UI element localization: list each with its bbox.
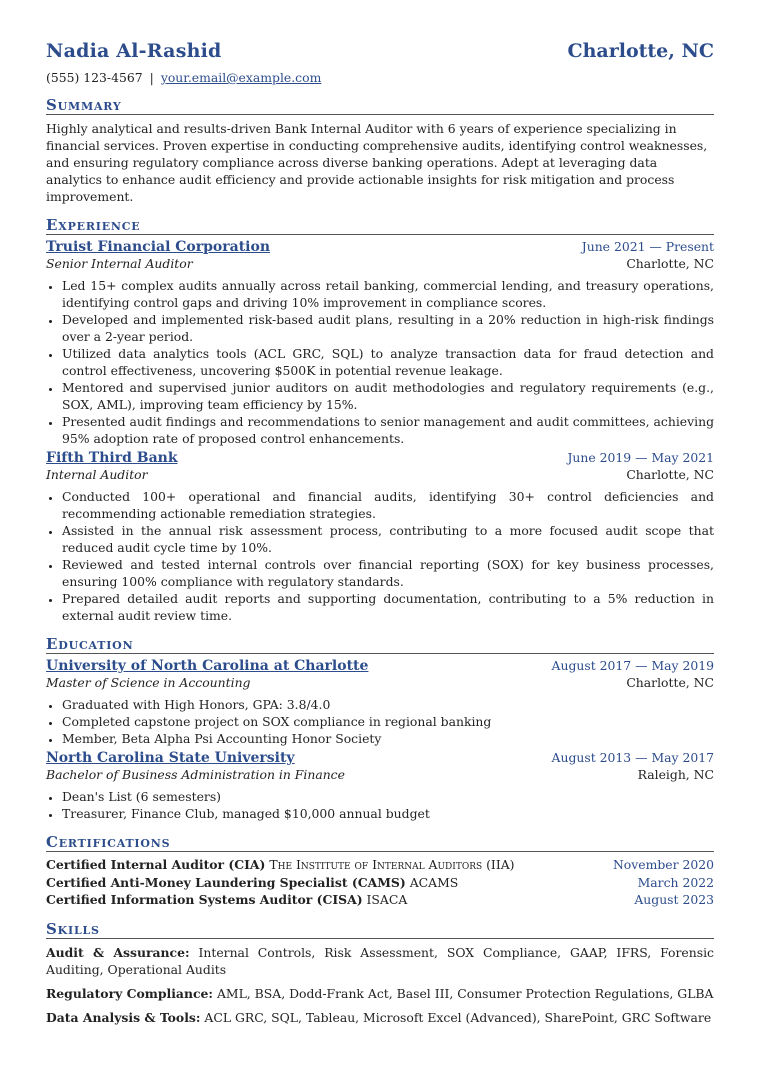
section-title-certifications: Certifications [46, 833, 714, 852]
section-title-education: Education [46, 635, 714, 654]
cert-name: Certified Internal Auditor (CIA) [46, 857, 266, 872]
school-link[interactable]: University of North Carolina at Charlotte [46, 658, 369, 674]
section-title-skills: Skills [46, 920, 714, 939]
cert-name: Certified Anti-Money Laundering Specialist (CAMS) [46, 874, 406, 890]
job-entry [46, 239, 714, 447]
education-entry [46, 658, 714, 747]
email-link[interactable]: your.email@example.com [160, 70, 322, 85]
certifications-list [46, 856, 714, 909]
job-title: Senior Internal Auditor [46, 256, 193, 271]
cert-date: August 2023 [634, 892, 714, 907]
job-entry [46, 450, 714, 624]
list-item: • Assisted in the annual risk assessment process, contributing to a more focused audit scope that reduced audit cycle time by 10%. [62, 522, 714, 556]
school-dates: August 2013 — May 2017 [551, 750, 714, 765]
skill-items: AML, BSA, Dodd-Frank Act, Basel III, Consumer Protection Regulations, GLBA [216, 985, 714, 1001]
cert-date: November 2020 [612, 857, 714, 872]
list-item: • Treasurer, Finance Club, managed $10,000 annual budget [62, 805, 714, 822]
list-item: • Reviewed and tested internal controls over financial reporting (SOX) for key business processes, ensuring 100% compliance with regulatory standards. [62, 556, 714, 590]
skill-group [46, 1009, 714, 1026]
cert-issuer: The Institute of Internal Auditors (IIA) [269, 857, 515, 872]
job-dates: June 2021 — Present [581, 239, 714, 254]
skill-group [46, 985, 714, 1002]
skill-group [46, 944, 714, 978]
list-item: • Dean's List (6 semesters) [62, 788, 714, 805]
certification-row [46, 874, 714, 892]
summary-text: Highly analytical and results-driven Bank Internal Auditor with 6 years of experience specializing in financial services. Proven expertise in conducting comprehensive audits, identifying control weaknesses, and ensuring regulatory compliance across diverse banking operations. Adept at leveraging data analytics to enhance audit efficiency and provide actionable insights for risk mitigation and process improvement. [46, 121, 708, 204]
school-location: Raleigh, NC [637, 767, 714, 782]
job-title: Internal Auditor [46, 467, 148, 482]
contact-separator: | [149, 70, 154, 85]
list-item: • Member, Beta Alpha Psi Accounting Honor Society [62, 730, 714, 747]
job-location: Charlotte, NC [626, 256, 714, 271]
job-bullets [46, 488, 714, 624]
employer-link[interactable]: Fifth Third Bank [46, 450, 178, 466]
section-title-summary: Summary [46, 96, 714, 115]
job-location: Charlotte, NC [626, 467, 714, 482]
education-bullets [46, 696, 714, 747]
list-item: • Mentored and supervised junior auditors on audit methodologies and regulatory requirements (e.g., SOX, AML), improving team efficiency by 15%. [62, 379, 714, 413]
cert-issuer: ACAMS [409, 874, 459, 890]
candidate-location: Charlotte, NC [567, 40, 714, 62]
degree: Master of Science in Accounting [46, 675, 251, 690]
skill-category: Data Analysis & Tools: [46, 1009, 201, 1025]
certification-row [46, 891, 714, 909]
degree: Bachelor of Business Administration in Finance [46, 767, 345, 782]
list-item: • Prepared detailed audit reports and supporting documentation, contributing to a 5% reduction in external audit review time. [62, 590, 714, 624]
section-title-experience: Experience [46, 216, 714, 235]
skill-items: Internal Controls, Risk Assessment, SOX Compliance, GAAP, IFRS, Forensic Auditing, Operational Audits [46, 944, 714, 977]
school-location: Charlotte, NC [626, 675, 714, 690]
list-item: • Led 15+ complex audits annually across retail banking, commercial lending, and treasury operations, identifying control gaps and driving 10% improvement in compliance scores. [62, 277, 714, 311]
list-item: • Conducted 100+ operational and financial audits, identifying 30+ control deficiencies and recommending actionable remediation strategies. [62, 488, 714, 522]
skill-category: Audit & Assurance: [46, 944, 190, 960]
education-bullets [46, 788, 714, 822]
job-bullets [46, 277, 714, 447]
job-dates: June 2019 — May 2021 [567, 450, 714, 465]
cert-date: March 2022 [637, 874, 714, 890]
skill-items: ACL GRC, SQL, Tableau, Microsoft Excel (Advanced), SharePoint, GRC Software [204, 1009, 712, 1025]
phone-number: (555) 123-4567 [46, 70, 143, 85]
employer-link[interactable]: Truist Financial Corporation [46, 239, 271, 255]
list-item: • Completed capstone project on SOX compliance in regional banking [62, 713, 714, 730]
list-item: • Utilized data analytics tools (ACL GRC, SQL) to analyze transaction data for fraud detection and control effectiveness, uncovering $500K in potential revenue leakage. [62, 345, 714, 379]
list-item: • Graduated with High Honors, GPA: 3.8/4.0 [62, 696, 714, 713]
certification-row [46, 856, 714, 874]
education-entry [46, 750, 714, 822]
skill-category: Regulatory Compliance: [46, 985, 213, 1001]
list-item: • Developed and implemented risk-based audit plans, resulting in a 20% reduction in high-risk findings over a 2-year period. [62, 311, 714, 345]
school-link[interactable]: North Carolina State University [46, 750, 295, 766]
cert-name: Certified Information Systems Auditor (CISA) [46, 892, 363, 907]
cert-issuer: ISACA [366, 892, 408, 907]
list-item: • Presented audit findings and recommendations to senior management and audit committees, achieving 95% adoption rate of proposed control enhancements. [62, 413, 714, 447]
candidate-name: Nadia Al-Rashid [46, 40, 222, 62]
contact-line [46, 70, 714, 85]
resume-header [46, 40, 714, 62]
school-dates: August 2017 — May 2019 [551, 658, 714, 673]
